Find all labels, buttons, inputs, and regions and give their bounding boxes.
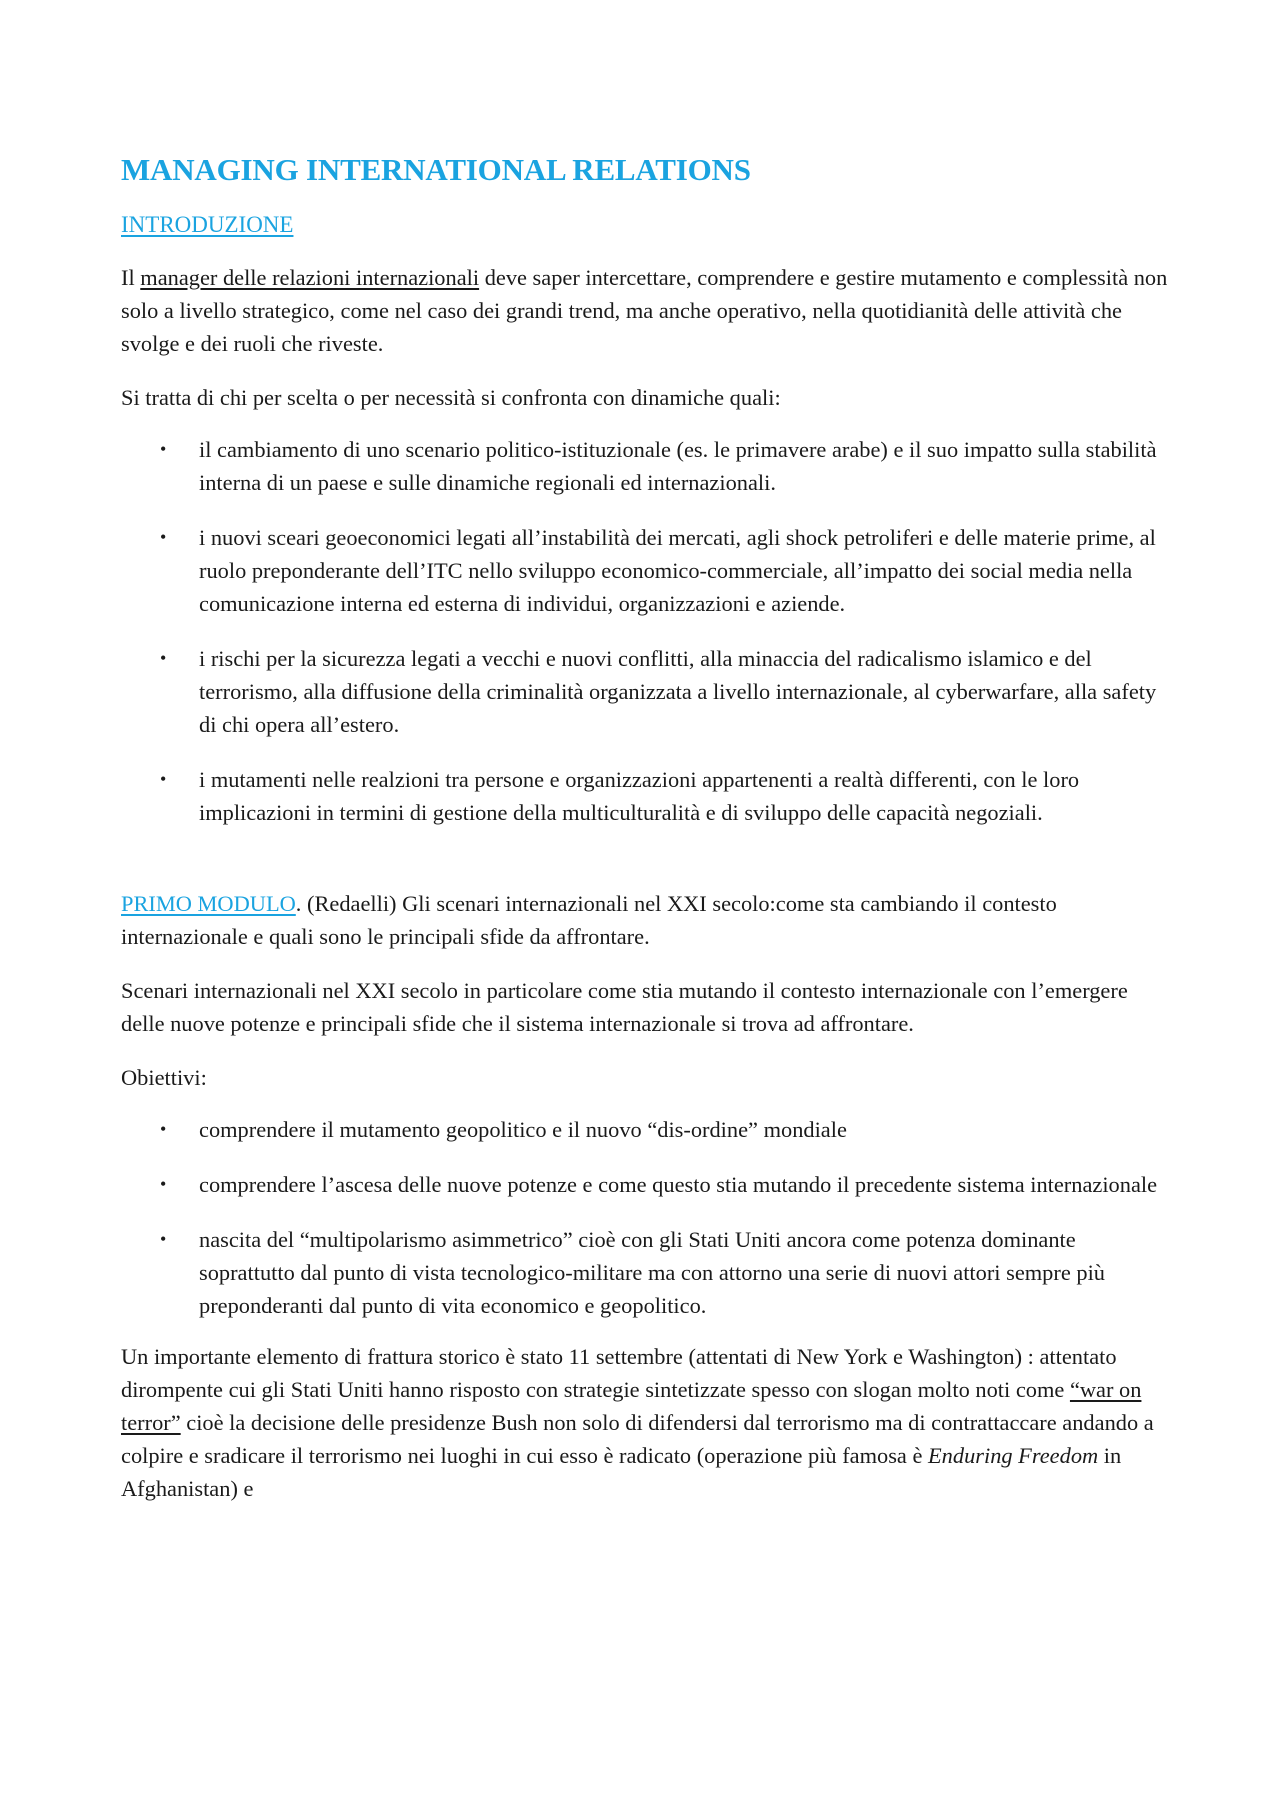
bullet-icon: • xyxy=(160,769,167,789)
intro-paragraph-2: Si tratta di chi per scelta o per necessità si confronta con dinamiche quali: xyxy=(121,385,781,410)
bullet-icon: • xyxy=(160,1229,167,1249)
module-p3-a: Un importante elemento di frattura storico è stato 11 settembre (attentati di New York e Washington) : attentato dirompente cui gli Stati Uniti hanno risposto con strategie sintetizzate spesso con slogan molto noti come xyxy=(121,1344,1117,1402)
list-item-text: i mutamenti nelle realzioni tra persone e organizzazioni appartenenti a realtà differenti, con le loro implicazioni in termini di gestione della multiculturalità e di sviluppo delle capacità negoziali. xyxy=(199,767,1080,825)
list-item xyxy=(121,1168,1171,1201)
module-bullet-list xyxy=(121,1113,1171,1322)
intro-bullet-list xyxy=(121,433,1171,829)
war-on-terror-link[interactable]: “war on terror” xyxy=(121,1377,1142,1435)
module-p3-c: in Afghanistan) e xyxy=(121,1443,1122,1501)
bullet-icon: • xyxy=(160,1174,167,1194)
list-item-text: i nuovi sceari geoeconomici legati all’instabilità dei mercati, agli shock petroliferi e delle materie prime, al ruolo preponderante dell’ITC nello sviluppo economico-commerciale, all’impatto dei social media nella comunicazione interna ed esterna di individui, organizzazioni e aziende. xyxy=(199,525,1156,616)
bullet-icon: • xyxy=(160,1119,167,1139)
module-heading-paragraph xyxy=(121,887,1171,953)
list-item-text: nascita del “multipolarismo asimmetrico” cioè con gli Stati Uniti ancora come potenza dominante soprattutto dal punto di vista tecnologico-militare ma con attorno una serie di nuovi attori sempre più preponderanti dal punto di vita economico e geopolitico. xyxy=(199,1227,1105,1318)
intro-p1-pre: Il xyxy=(121,265,141,290)
bullet-icon: • xyxy=(160,527,167,547)
module-paragraph-1: Scenari internazionali nel XXI secolo in particolare come stia mutando il contesto internazionale con l’emergere delle nuove potenze e principali sfide che il sistema internazionale si trova ad affrontare. xyxy=(121,978,1128,1036)
list-item-text: i rischi per la sicurezza legati a vecchi e nuovi conflitti, alla minaccia del radicalismo islamico e del terrorismo, alla diffusione della criminalità organizzata a livello internazionale, al cyberwarfare, alla safety di chi opera all’estero. xyxy=(199,646,1157,737)
list-item-text: comprendere il mutamento geopolitico e il nuovo “dis-ordine” mondiale xyxy=(199,1117,847,1142)
bullet-icon: • xyxy=(160,439,167,459)
list-item xyxy=(121,642,1171,741)
module-heading-rest: . (Redaelli) Gli scenari internazionali nel XXI secolo:come sta cambiando il contesto internazionale e quali sono le principali sfide da affrontare. xyxy=(121,891,1057,949)
module-paragraph-2: Obiettivi: xyxy=(121,1065,207,1090)
intro-heading-link[interactable]: INTRODUZIONE xyxy=(121,212,294,237)
manager-link[interactable]: manager delle relazioni internazionali xyxy=(140,265,480,290)
module-p3-b: cioè la decisione delle presidenze Bush non solo di difendersi dal terrorismo ma di contrattaccare andando a colpire e sradicare il terrorismo nei luoghi in cui esso è radicato (operazione più famosa è xyxy=(121,1410,1154,1468)
list-item-text: comprendere l’ascesa delle nuove potenze e come questo stia mutando il precedente sistema internazionale xyxy=(199,1172,1158,1197)
list-item xyxy=(121,521,1171,620)
module-heading-link[interactable]: PRIMO MODULO xyxy=(121,891,296,916)
module-paragraph-3 xyxy=(121,1340,1171,1505)
list-item-text: il cambiamento di uno scenario politico-istituzionale (es. le primavere arabe) e il suo impatto sulla stabilità interna di un paese e sulle dinamiche regionali ed internazionali. xyxy=(199,437,1157,495)
document-body xyxy=(121,150,1171,1505)
list-item xyxy=(121,1113,1171,1146)
intro-heading[interactable] xyxy=(121,210,1171,240)
intro-paragraph-1 xyxy=(121,261,1171,360)
document-title: MANAGING INTERNATIONAL RELATIONS xyxy=(121,152,751,187)
list-item xyxy=(121,763,1171,829)
enduring-freedom-text: Enduring Freedom xyxy=(928,1443,1099,1468)
list-item xyxy=(121,433,1171,499)
list-item xyxy=(121,1223,1171,1322)
intro-p1-post: deve saper intercettare, comprendere e gestire mutamento e complessità non solo a livello strategico, come nel caso dei grandi trend, ma anche operativo, nella quotidianità delle attività che svolge e dei ruoli che riveste. xyxy=(121,265,1168,356)
bullet-icon: • xyxy=(160,648,167,668)
